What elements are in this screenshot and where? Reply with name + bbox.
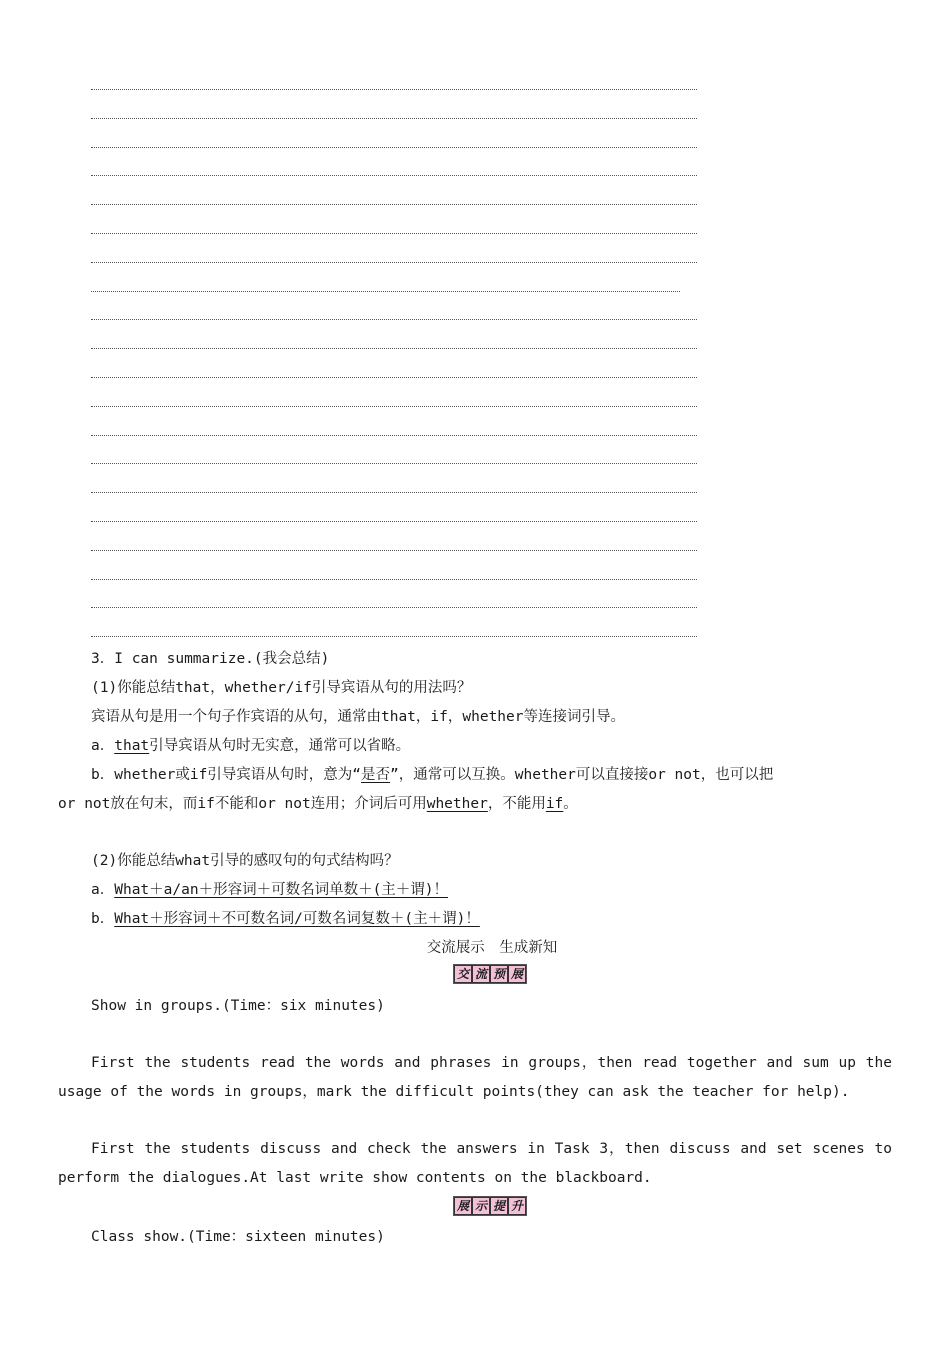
point-b-line2 (58, 794, 578, 814)
badge-preview-char: 展 (508, 965, 526, 983)
question-2-b-answer: What＋形容词＋不可数名词/可数名词复数＋(主＋谓)！ (114, 911, 480, 927)
badge-show-char: 升 (508, 1197, 526, 1215)
answer-line (91, 118, 697, 119)
answer-line (91, 147, 697, 148)
badge-preview-char: 交 (454, 965, 472, 983)
point-b-mid2: ，不能用 (487, 796, 546, 812)
point-b-answer2: whether (426, 796, 488, 812)
answer-line (91, 636, 697, 637)
section-title: 交流展示 生成新知 (426, 940, 558, 956)
answer-line (91, 521, 697, 522)
show-in-groups: Show in groups.(Time：six minutes) (91, 998, 385, 1014)
answer-line (91, 204, 697, 205)
point-b-prefix: b．whether或if引导宾语从句时，意为“ (91, 767, 362, 783)
question-2-b-prefix: b． (91, 911, 115, 927)
question-2: (2)你能总结what引导的感叹句的句式结构吗？ (91, 853, 399, 869)
intro-text: 宾语从句是用一个句子作宾语的从句，通常由that，if，whether等连接词引导。 (91, 709, 625, 725)
answer-line (91, 89, 697, 90)
point-a-answer: that (114, 738, 150, 754)
answer-line (91, 463, 697, 464)
point-b-mid1: ”，通常可以互换。whether可以直接接or not，也可以把 (390, 767, 774, 783)
badge-preview-char: 预 (490, 965, 508, 983)
answer-line (91, 550, 697, 551)
point-a-rest: 引导宾语从句时无实意，通常可以省略。 (149, 738, 411, 754)
badge-preview-char: 流 (472, 965, 490, 983)
answer-line (91, 377, 697, 378)
point-b-line1 (91, 765, 773, 785)
summary-heading: 3．I can summarize.(我会总结) (91, 651, 330, 667)
answer-line (91, 175, 697, 176)
point-b-line2-prefix: or not放在句末，而if不能和or not连用；介词后可用 (58, 796, 427, 812)
badge-show-char: 示 (472, 1197, 490, 1215)
badge-show-char: 提 (490, 1197, 508, 1215)
badge-show (453, 1196, 527, 1216)
answer-line (91, 262, 697, 263)
point-b-answer3: if (545, 796, 564, 812)
answer-line (91, 319, 697, 320)
point-b-end: 。 (563, 796, 578, 812)
answer-line (91, 291, 680, 292)
point-a (91, 736, 410, 756)
paragraph-2: First the students discuss and check the answers in Task 3，then discuss and set scenes to perform the dialogues.At last write show contents on the blackboard. (58, 1141, 892, 1186)
question-2-b (91, 909, 480, 929)
answer-line (91, 406, 697, 407)
question-1: (1)你能总结that，whether/if引导宾语从句的用法吗？ (91, 680, 472, 696)
answer-line (91, 435, 697, 436)
question-2-a (91, 880, 448, 900)
question-2-a-answer: What＋a/an＋形容词＋可数名词单数＋(主＋谓)！ (114, 882, 449, 898)
class-show: Class show.(Time：sixteen minutes) (91, 1229, 385, 1245)
answer-line (91, 233, 697, 234)
badge-preview (453, 964, 527, 984)
point-b-answer1: 是否 (361, 767, 391, 783)
question-2-a-prefix: a． (91, 882, 115, 898)
answer-line (91, 348, 697, 349)
answer-line (91, 579, 697, 580)
badge-show-char: 展 (454, 1197, 472, 1215)
answer-line (91, 607, 697, 608)
answer-line (91, 492, 697, 493)
paragraph-1: First the students read the words and phrases in groups，then read together and sum up the usage of the words in groups，mark the difficult points(they can ask the teacher for help). (58, 1055, 892, 1100)
point-a-prefix: a． (91, 738, 115, 754)
